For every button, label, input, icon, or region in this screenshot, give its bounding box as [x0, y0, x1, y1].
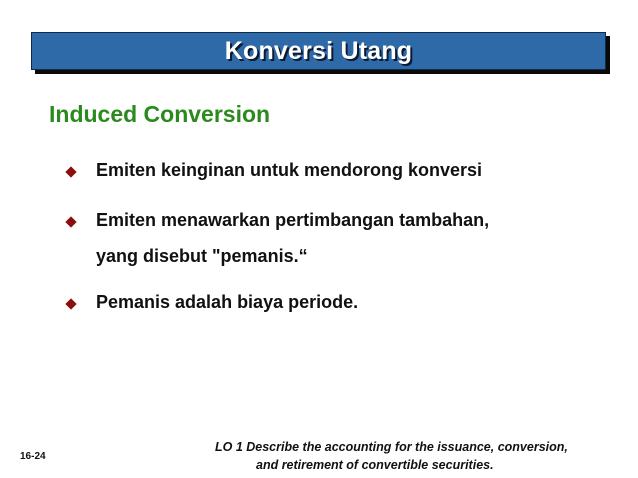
- slide-number: 16-24: [20, 451, 46, 462]
- bullet-item: [63, 160, 483, 185]
- diamond-bullet-icon: [65, 298, 76, 309]
- title-banner: [31, 32, 606, 70]
- learning-objective-line-1: LO 1 Describe the accounting for the issuance, conversion,: [215, 440, 568, 454]
- slide-title: Konversi Utang: [224, 36, 413, 65]
- bullet-text: [96, 205, 489, 271]
- diamond-bullet-icon: [65, 216, 76, 227]
- bullet-line: Emiten menawarkan pertimbangan tambahan,: [96, 210, 490, 230]
- learning-objective-line-2: and retirement of convertible securities.: [256, 458, 494, 472]
- bullet-line: Pemanis adalah biaya periode.: [96, 292, 359, 312]
- bullet-text: [96, 287, 358, 317]
- bullet-line: yang disebut "pemanis.“: [96, 246, 308, 266]
- bullet-text: [96, 155, 482, 185]
- bullet-line: Emiten keinginan untuk mendorong konversi: [96, 160, 483, 180]
- bullet-item: [63, 292, 359, 317]
- bullet-item: [63, 210, 490, 271]
- diamond-bullet-icon: [65, 166, 76, 177]
- section-heading: Induced Conversion: [49, 101, 271, 127]
